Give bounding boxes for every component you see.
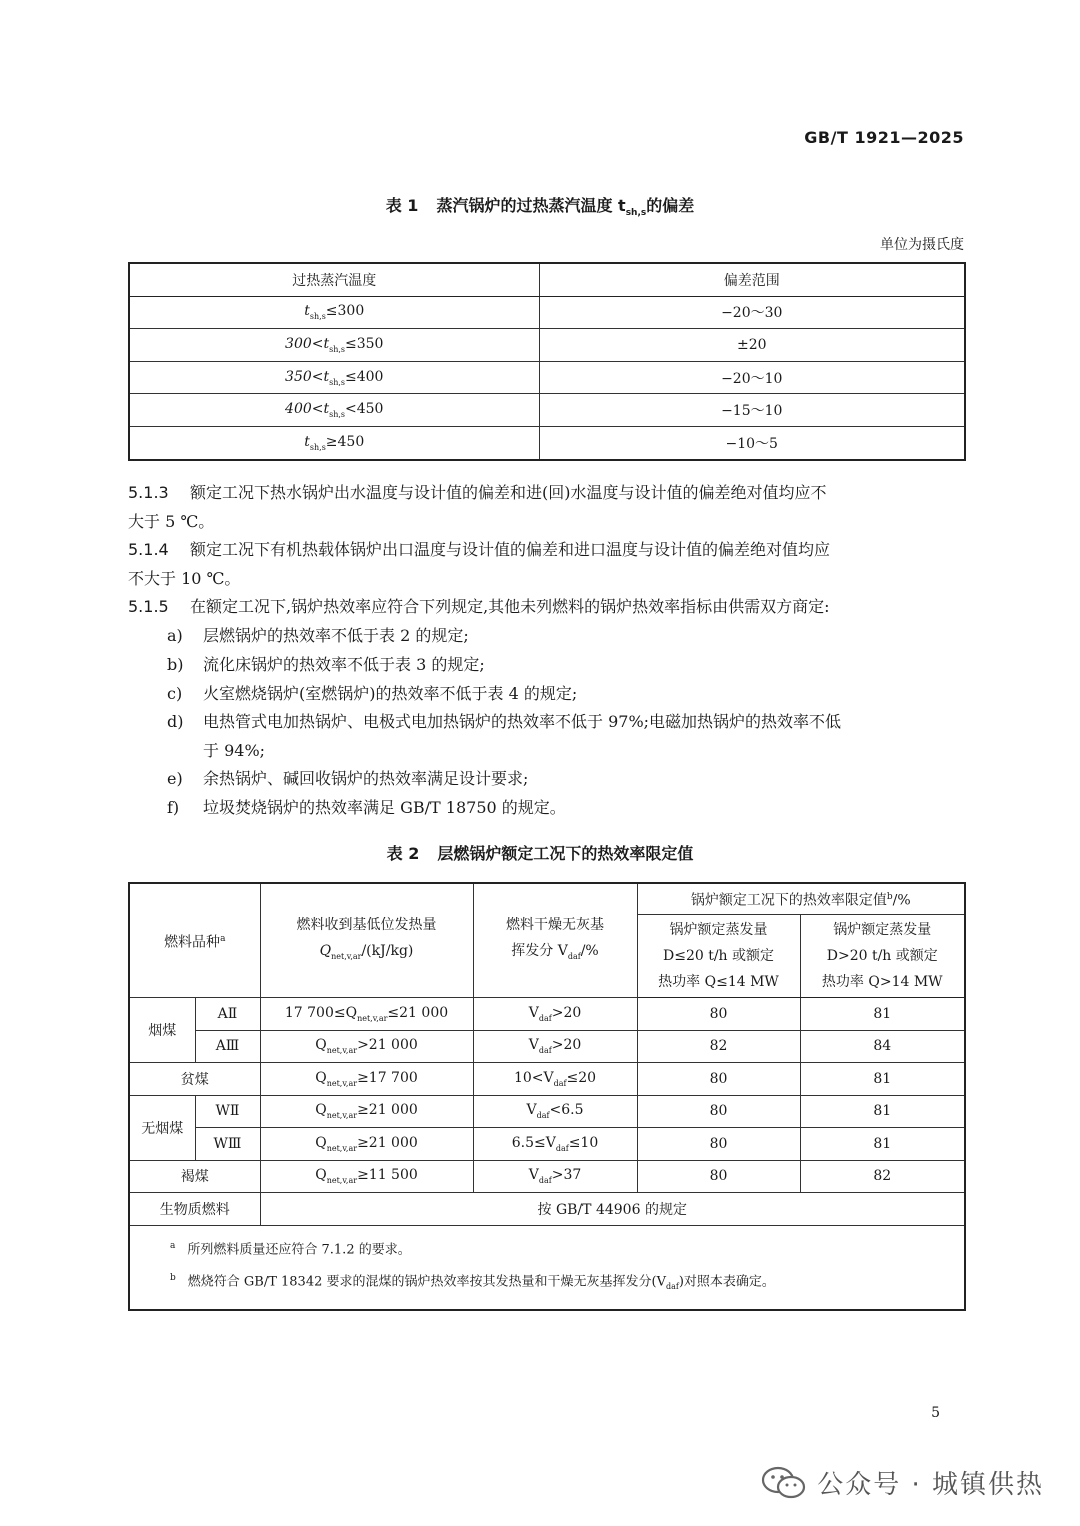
table-row [129, 1225, 965, 1310]
table2-note-a: $^a$ 所列燃料质量还应符合 7.1.2 的要求。 [170, 1240, 411, 1257]
table2-cell-volatile: $10<V_{daf}\le 20$ [473, 1063, 637, 1096]
table2-cell-eff-small: 80 [637, 1160, 800, 1193]
table2-group-biomass: 生物质燃料 [129, 1193, 260, 1226]
table-row [129, 296, 965, 329]
table-row [129, 998, 965, 1031]
table2-cell-heat: $Q_{net,v,ar}>21$ 000 [260, 1030, 473, 1063]
table1-header-row [129, 263, 965, 296]
table2-cell-subtype: AⅡ [195, 998, 260, 1031]
table2-cell-heat: $Q_{net,v,ar}\ge 21$ 000 [260, 1095, 473, 1128]
clause-text-cont: 不大于 10 ℃。 [128, 568, 241, 588]
table2-cell-subtype: AⅢ [195, 1030, 260, 1063]
table2-cell-eff-small: 80 [637, 1063, 800, 1096]
table2 [128, 882, 966, 1311]
table-row [129, 1160, 965, 1193]
clause-text: 在额定工况下,锅炉热效率应符合下列规定,其他未列燃料的锅炉热效率指标由供需双方商定: [190, 597, 830, 616]
table-row [129, 426, 965, 459]
table2-cell-eff-large: 84 [800, 1030, 965, 1063]
table2-cell-subtype: WⅢ [195, 1128, 260, 1161]
table2-cell-heat: $Q_{net,v,ar}\ge 21$ 000 [260, 1128, 473, 1161]
table2-cell-eff-small: 80 [637, 1095, 800, 1128]
table2-cell-eff-small: 80 [637, 1128, 800, 1161]
table-row [129, 394, 965, 427]
table1-cell-deviation: −10～5 [539, 426, 965, 459]
table2-cell-eff-large: 81 [800, 998, 965, 1031]
table2-group-bituminous: 烟煤 [129, 998, 195, 1063]
table-row [129, 1030, 965, 1063]
list-item-f: f) 垃圾焚烧锅炉的热效率满足 GB/T 18750 的规定。 [167, 798, 566, 817]
list-item-d: d) 电热管式电加热锅炉、电极式电加热锅炉的热效率不低于 97%;电磁加热锅炉的热效率不低 于 94%; [167, 712, 842, 760]
table2-col-small-capacity: 锅炉额定蒸发量 D≤20 t/h 或额定 热功率 Q≤14 MW [637, 915, 800, 998]
table2-cell-volatile: $V_{daf}>37$ [473, 1160, 637, 1193]
table1-title: 蒸汽锅炉的过热蒸汽温度 t [436, 196, 626, 215]
table2-cell-biomass-rule: 按 GB/T 44906 的规定 [260, 1193, 965, 1226]
table1-cell-temp: $t_{sh,s}\ge 450$ [129, 426, 539, 459]
table2-group-anthracite: 无烟煤 [129, 1095, 195, 1160]
table2-cell-volatile: $6.5\le V_{daf}\le 10$ [473, 1128, 637, 1161]
table2-group-lean: 贫煤 [129, 1063, 260, 1096]
watermark-text: 公众号 · 城镇供热 [817, 1470, 1044, 1500]
table2-title: 层燃锅炉额定工况下的热效率限定值 [437, 844, 694, 863]
wechat-icon [761, 1466, 807, 1500]
table1-cell-deviation: −20～10 [539, 361, 965, 394]
clause-text: 额定工况下有机热载体锅炉出口温度与设计值的偏差和进口温度与设计值的偏差绝对值均应 [190, 540, 831, 559]
table2-cell-eff-large: 81 [800, 1128, 965, 1161]
table2-group-lignite: 褐煤 [129, 1160, 260, 1193]
clause-number: 5.1.3 [128, 483, 169, 502]
table2-cell-heat: 17 $700\le Q_{net,v,ar}\le 21$ 000 [260, 998, 473, 1031]
table2-col-volatile: 燃料干燥无灰基 挥发分 $V_{daf}/\%$ [473, 883, 637, 998]
table2-header-row [129, 883, 965, 915]
clause-5-1-5 [128, 593, 968, 622]
table1-unit-note: 单位为摄氏度 [880, 237, 964, 253]
table1-col-deviation: 偏差范围 [539, 263, 965, 296]
clause-5-1-4 [128, 536, 968, 593]
table2-col-large-capacity: 锅炉额定蒸发量 D>20 t/h 或额定 热功率 Q>14 MW [800, 915, 965, 998]
table1-cell-deviation: −15～10 [539, 394, 965, 427]
table1 [128, 262, 966, 461]
table-row [129, 329, 965, 362]
table-row [129, 361, 965, 394]
table1-cell-temp: $t_{sh,s}\le 300$ [129, 296, 539, 329]
clause-text: 额定工况下热水锅炉出水温度与设计值的偏差和进(回)水温度与设计值的偏差绝对值均应不 [190, 483, 827, 502]
watermark [761, 1464, 1044, 1501]
list-item-c: c) 火室燃烧锅炉(室燃锅炉)的热效率不低于表 4 的规定; [167, 684, 578, 703]
table2-cell-eff-large: 81 [800, 1095, 965, 1128]
table1-caption [0, 193, 1080, 218]
table2-cell-heat: $Q_{net,v,ar}\ge 17$ 700 [260, 1063, 473, 1096]
table1-cell-deviation: ±20 [539, 329, 965, 362]
clause-5-1-3 [128, 479, 968, 536]
table2-col-heat: 燃料收到基低位发热量 $Q_{net,v,ar}/(kJ/kg)$ [260, 883, 473, 998]
table2-notes [129, 1225, 965, 1310]
table-row [129, 1063, 965, 1096]
table2-cell-eff-large: 82 [800, 1160, 965, 1193]
table2-cell-eff-large: 81 [800, 1063, 965, 1096]
table2-cell-volatile: $V_{daf}<6.5$ [473, 1095, 637, 1128]
table2-cell-volatile: $V_{daf}>20$ [473, 998, 637, 1031]
table1-cell-deviation: −20～30 [539, 296, 965, 329]
table2-cell-volatile: $V_{daf}>20$ [473, 1030, 637, 1063]
table1-cell-temp: $400<t_{sh,s}<450$ [129, 394, 539, 427]
page-number: 5 [931, 1405, 940, 1421]
table1-cell-temp: $300<t_{sh,s}\le 350$ [129, 329, 539, 362]
list-item-e: e) 余热锅炉、碱回收锅炉的热效率满足设计要求; [167, 769, 529, 788]
table1-col-temp: 过热蒸汽温度 [129, 263, 539, 296]
table2-col-efficiency: 锅炉额定工况下的热效率限定值$^b$/% [637, 883, 965, 915]
clause-text-cont: 大于 5 ℃。 [128, 511, 215, 531]
clause-number: 5.1.5 [128, 597, 169, 616]
table2-caption [0, 841, 1080, 864]
table2-label: 表 2 [386, 844, 420, 863]
list-item-a: a) 层燃锅炉的热效率不低于表 2 的规定; [167, 626, 469, 645]
table1-label: 表 1 [385, 196, 419, 215]
table-row [129, 1128, 965, 1161]
list-item-b: b) 流化床锅炉的热效率不低于表 3 的规定; [167, 655, 485, 674]
table-row [129, 1193, 965, 1226]
standard-number: GB/T 1921—2025 [804, 128, 964, 147]
table2-note-b: $^b$ 燃烧符合 GB/T 18342 要求的混煤的锅炉热效率按其发热量和干燥无灰基挥发分$(V_{daf})$对照本表确定。 [170, 1272, 775, 1291]
table2-cell-eff-small: 80 [637, 998, 800, 1031]
clause-number: 5.1.4 [128, 540, 169, 559]
table2-cell-heat: $Q_{net,v,ar}\ge 11$ 500 [260, 1160, 473, 1193]
table1-cell-temp: $350<t_{sh,s}\le 400$ [129, 361, 539, 394]
table-row [129, 1095, 965, 1128]
table2-col-fuel: 燃料品种$^a$ [129, 883, 260, 998]
table1-title-sub: sh,s [625, 208, 647, 219]
table1-title-end: 的偏差 [646, 196, 695, 215]
table2-cell-eff-small: 82 [637, 1030, 800, 1063]
table2-cell-subtype: WⅡ [195, 1095, 260, 1128]
